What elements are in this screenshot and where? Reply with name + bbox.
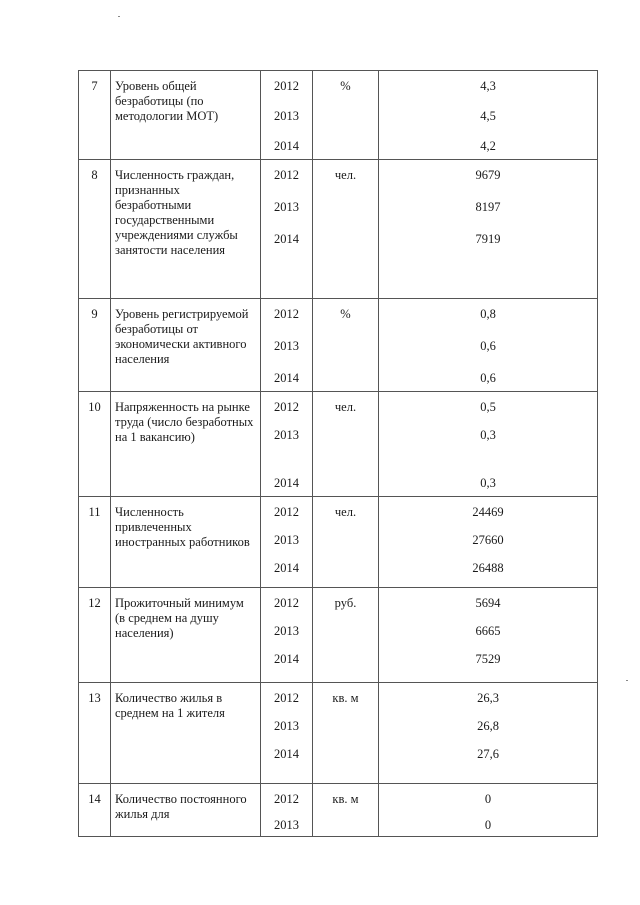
table-row xyxy=(79,683,598,784)
value-label: 0,5 xyxy=(480,400,496,414)
year-label: 2013 xyxy=(274,533,299,547)
year-label: 2014 xyxy=(274,371,299,385)
value-label: 26,8 xyxy=(477,719,499,733)
year-label: 2012 xyxy=(274,307,299,321)
scan-speck xyxy=(626,680,628,681)
years-cell xyxy=(261,160,313,299)
value-label: 0,6 xyxy=(480,339,496,353)
unit-cell: чел. xyxy=(313,392,379,497)
values-cell xyxy=(379,497,598,588)
row-number: 12 xyxy=(79,588,111,683)
year-label: 2013 xyxy=(274,339,299,353)
table-row xyxy=(79,71,598,160)
years-cell xyxy=(261,299,313,392)
row-number: 13 xyxy=(79,683,111,784)
value-label: 8197 xyxy=(475,200,501,214)
value-label: 0,6 xyxy=(480,371,496,385)
indicator-name: Численность граждан, признанных безработными государственными учреждениями службы занятости населения xyxy=(111,160,261,299)
indicators-table xyxy=(78,70,598,837)
year-label: 2012 xyxy=(274,168,299,182)
row-number: 11 xyxy=(79,497,111,588)
years-cell xyxy=(261,71,313,160)
year-label: 2013 xyxy=(274,109,299,123)
year-label: 2012 xyxy=(274,400,299,414)
row-number: 8 xyxy=(79,160,111,299)
year-label: 2013 xyxy=(274,428,299,442)
row-number: 9 xyxy=(79,299,111,392)
years-cell xyxy=(261,683,313,784)
values-cell xyxy=(379,71,598,160)
unit-cell: чел. xyxy=(313,497,379,588)
unit-cell: % xyxy=(313,71,379,160)
unit-cell: кв. м xyxy=(313,683,379,784)
values-cell xyxy=(379,392,598,497)
value-label: 4,2 xyxy=(480,139,496,153)
value-label: 0,3 xyxy=(480,476,496,490)
years-cell xyxy=(261,588,313,683)
table-row xyxy=(79,160,598,299)
value-label: 7529 xyxy=(475,652,501,666)
value-label: 7919 xyxy=(475,232,501,246)
row-number: 10 xyxy=(79,392,111,497)
indicator-name: Прожиточный минимум (в среднем на душу населения) xyxy=(111,588,261,683)
year-label: 2012 xyxy=(274,505,299,519)
indicator-name: Уровень регистрируемой безработицы от экономически активного населения xyxy=(111,299,261,392)
year-label: 2012 xyxy=(274,691,299,705)
values-cell xyxy=(379,588,598,683)
indicator-name: Уровень общей безработицы (по методологии МОТ) xyxy=(111,71,261,160)
years-cell xyxy=(261,392,313,497)
year-label: 2013 xyxy=(274,818,299,832)
year-label: 2014 xyxy=(274,139,299,153)
values-cell xyxy=(379,299,598,392)
indicator-name: Напряженность на рынке труда (число безработных на 1 вакансию) xyxy=(111,392,261,497)
year-label: 2013 xyxy=(274,719,299,733)
value-label: 4,5 xyxy=(480,109,496,123)
unit-cell: кв. м xyxy=(313,784,379,837)
indicator-name: Численность привлеченных иностранных работников xyxy=(111,497,261,588)
year-label: 2012 xyxy=(274,79,299,93)
table-row xyxy=(79,299,598,392)
year-label: 2013 xyxy=(274,624,299,638)
value-label: 27,6 xyxy=(477,747,499,761)
years-cell xyxy=(261,497,313,588)
year-label: 2014 xyxy=(274,232,299,246)
values-cell xyxy=(379,784,598,837)
row-number: 7 xyxy=(79,71,111,160)
value-label: 0 xyxy=(484,818,492,832)
value-label: 0,3 xyxy=(480,428,496,442)
value-label: 26488 xyxy=(472,561,504,575)
value-label: 5694 xyxy=(475,596,501,610)
year-label: 2012 xyxy=(274,792,299,806)
indicator-name: Количество постоянного жилья для xyxy=(111,784,261,837)
value-label: 0 xyxy=(484,792,492,806)
scan-speck xyxy=(118,16,120,17)
value-label: 9679 xyxy=(475,168,501,182)
years-cell xyxy=(261,784,313,837)
unit-cell: чел. xyxy=(313,160,379,299)
row-number: 14 xyxy=(79,784,111,837)
year-label: 2013 xyxy=(274,200,299,214)
value-label: 4,3 xyxy=(480,79,496,93)
values-cell xyxy=(379,683,598,784)
year-label: 2012 xyxy=(274,596,299,610)
year-label: 2014 xyxy=(274,652,299,666)
table-row xyxy=(79,392,598,497)
year-label: 2014 xyxy=(274,561,299,575)
value-label: 24469 xyxy=(472,505,504,519)
value-label: 6665 xyxy=(475,624,501,638)
value-label: 27660 xyxy=(472,533,504,547)
value-label: 26,3 xyxy=(477,691,499,705)
indicator-name: Количество жилья в среднем на 1 жителя xyxy=(111,683,261,784)
table-row xyxy=(79,588,598,683)
table-row xyxy=(79,497,598,588)
year-label: 2014 xyxy=(274,747,299,761)
unit-cell: % xyxy=(313,299,379,392)
unit-cell: руб. xyxy=(313,588,379,683)
values-cell xyxy=(379,160,598,299)
value-label: 0,8 xyxy=(480,307,496,321)
year-label: 2014 xyxy=(274,476,299,490)
table-row xyxy=(79,784,598,837)
